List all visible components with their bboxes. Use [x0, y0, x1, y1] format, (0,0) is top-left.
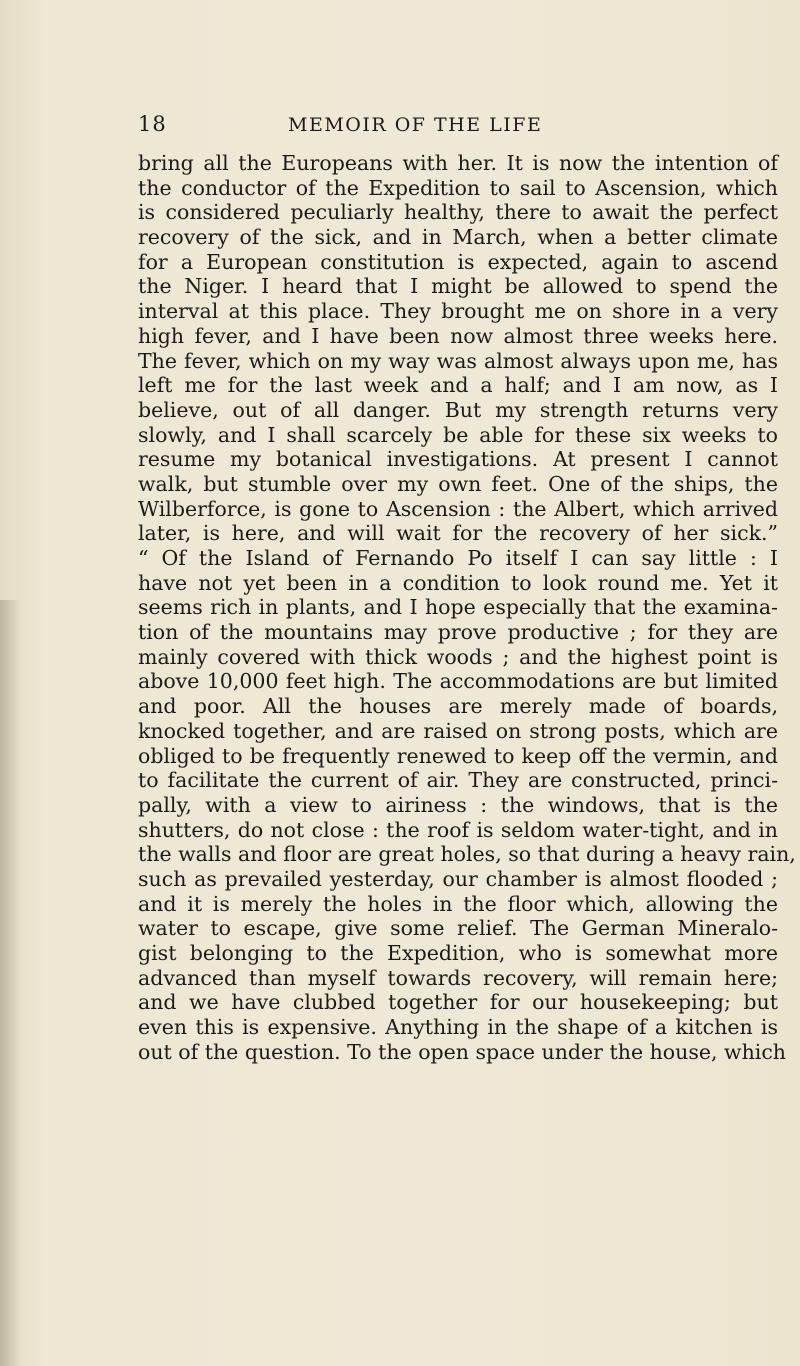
text-line: out of the question. To the open space under the house, which [138, 1039, 787, 1064]
text-line: Wilberforce, is gone to Ascension : the Albert, which arrived [138, 496, 778, 521]
text-line: recovery of the sick, and in March, when a better climate [138, 225, 778, 250]
text-line: have not yet been in a condition to look round me. Yet it [138, 570, 778, 595]
text-line: gist belonging to the Expedition, who is somewhat more [138, 941, 778, 965]
text-line: bring all the Europeans with her. It is now the intention of [138, 151, 778, 175]
text-line: pally, with a view to airiness : the windows, that is the [138, 792, 778, 817]
text-line: the walls and floor are great holes, so that during a heavy rain, [138, 842, 796, 867]
text-line: advanced than myself towards recovery, will remain here; [138, 965, 778, 990]
text-line: left me for the last week and a half; and I am now, as I [138, 373, 778, 398]
text-line: even this is expensive. Anything in the shape of a kitchen is [138, 1015, 778, 1040]
text-line: shutters, do not close : the roof is seldom water-tight, and in [138, 817, 778, 842]
text-line: interval at this place. They brought me on shore in a very [138, 299, 778, 324]
text-line: water to escape, give some relief. The German Mineralo- [138, 916, 778, 941]
text-line: tion of the mountains may prove productive ; for they are [138, 620, 778, 645]
page-edge-shadow [0, 600, 22, 1366]
text-line: such as prevailed yesterday, our chamber is almost flooded ; [138, 866, 778, 891]
text-line: and we have clubbed together for our housekeeping; but [138, 990, 778, 1015]
text-line: above 10,000 feet high. The accommodations are but limited [138, 669, 778, 694]
text-line: and it is merely the holes in the floor which, allowing the [138, 891, 778, 916]
text-line: walk, but stumble over my own feet. One of the ships, the [138, 471, 778, 496]
text-line: the conductor of the Expedition to sail to Ascension, which [138, 175, 778, 200]
text-line: resume my botanical investigations. At present I cannot [138, 447, 778, 472]
text-line: slowly, and I shall scarcely be able for these six weeks to [138, 422, 778, 447]
text-line: the Niger. I heard that I might be allowed to spend the [138, 274, 778, 299]
text-line: knocked together, and are raised on strong posts, which are [138, 718, 778, 743]
running-head-title: MEMOIR OF THE LIFE [288, 114, 543, 136]
text-line: and poor. All the houses are merely made of boards, [138, 694, 778, 719]
text-line: high fever, and I have been now almost three weeks here. [138, 323, 778, 348]
text-line: for a European constitution is expected, again to ascend [138, 249, 778, 274]
text-line: The fever, which on my way was almost always upon me, has [138, 348, 778, 373]
text-line: is considered peculiarly healthy, there to await the perfect [138, 200, 778, 225]
text-line: seems rich in plants, and I hope especially that the examina- [138, 595, 778, 620]
running-head [138, 112, 778, 142]
text-line: mainly covered with thick woods ; and the highest point is [138, 644, 778, 669]
text-line: to facilitate the current of air. They are constructed, princi- [138, 768, 778, 793]
body-text [138, 151, 796, 1064]
page-number: 18 [138, 112, 167, 136]
text-line: later, is here, and will wait for the recovery of her sick.” [138, 521, 778, 546]
text-line: obliged to be frequently renewed to keep off the vermin, and [138, 743, 778, 768]
text-line: “ Of the Island of Fernando Po itself I can say little : I [138, 546, 778, 570]
text-line: believe, out of all danger. But my strength returns very [138, 397, 778, 422]
